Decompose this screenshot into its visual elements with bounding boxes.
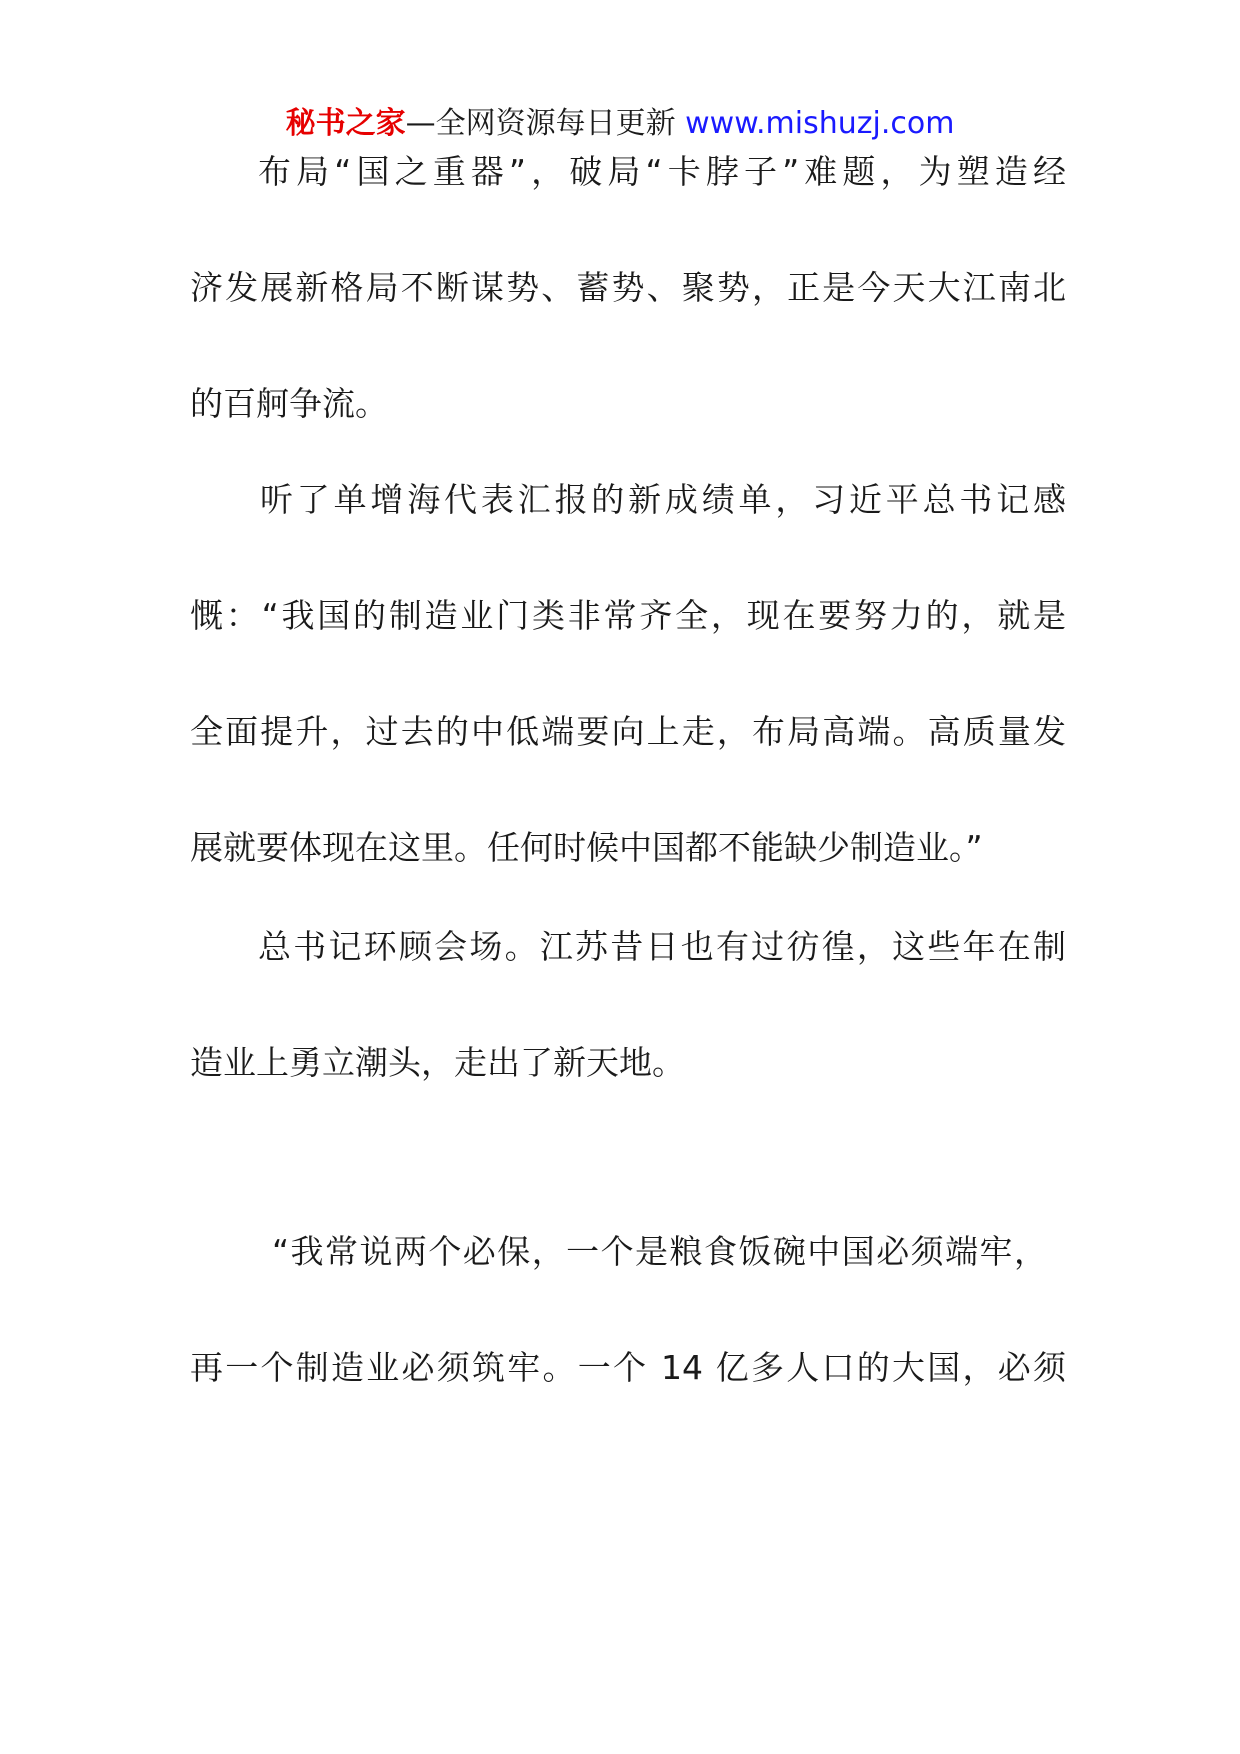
text-line: 总书记环顾会场。江苏昔日也有过彷徨，这些年在制 [258, 927, 1066, 966]
text-line: 全面提升，过去的中低端要向上走，布局高端。高质量发 [190, 712, 1066, 751]
text-line: 济发展新格局不断谋势、蓄势、聚势，正是今天大江南北 [190, 268, 1066, 307]
brand-name: 秘书之家 [285, 106, 406, 141]
text-line: “我常说两个必保，一个是粮食饭碗中国必须端牢， [272, 1232, 1047, 1271]
site-header [0, 100, 1240, 148]
text-line: 展就要体现在这里。任何时候中国都不能缺少制造业。” [190, 828, 983, 867]
text-line: 造业上勇立潮头，走出了新天地。 [190, 1043, 685, 1082]
site-url: www.mishuzj.com [685, 106, 955, 141]
header-tagline: —全网资源每日更新 [405, 106, 686, 141]
text-line: 慨：“我国的制造业门类非常齐全，现在要努力的，就是 [190, 596, 1066, 635]
text-line: 再一个制造业必须筑牢。一个 14 亿多人口的大国，必须 [190, 1348, 1066, 1387]
text-line: 的百舸争流。 [190, 384, 388, 423]
text-line: 布局“国之重器”，破局“卡脖子”难题，为塑造经 [258, 152, 1066, 191]
text-line: 听了单增海代表汇报的新成绩单，习近平总书记感 [260, 480, 1066, 519]
